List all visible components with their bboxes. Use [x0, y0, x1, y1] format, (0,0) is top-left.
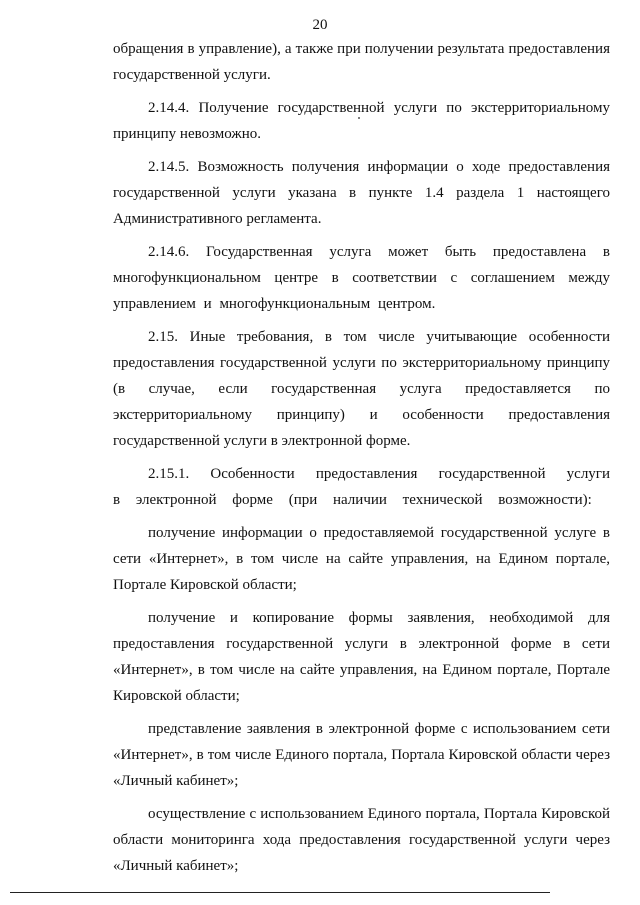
- paragraph-2-15: 2.15. Иные требования, в том числе учитывающие особенности предоставления государственной услуги по экстерриториальному принципу (в случае, если государственная услуга предоставляется по экстерриториальному принципу) и особенности предоставления государственной услуги в электронной форме.: [113, 329, 610, 449]
- page-number: 20: [312, 17, 328, 33]
- list-item-form-copy: получение и копирование формы заявления, необходимой для предоставления государственной услуги в электронной форме в сети «Интернет», в том числе на сайте управления, на Едином портале, Портале Кировской области;: [113, 610, 610, 704]
- paragraph-2-15-1: 2.15.1. Особенности предоставления государственной услуги в электронной форме (при наличии технической возможности):: [113, 466, 610, 508]
- paragraph-2-14-4: 2.14.4. Получение государственной услуги по экстерриториальному принципу невозможно.: [113, 100, 610, 142]
- list-item-submit-application: представление заявления в электронной форме с использованием сети «Интернет», в том числе Единого портала, Портала Кировской области через «Личный кабинет»;: [113, 721, 610, 789]
- list-item-info-online: получение информации о предоставляемой государственной услуге в сети «Интернет», в том числе на сайте управления, на Едином портале, Портале Кировской области;: [113, 525, 610, 593]
- bottom-rule: [10, 892, 550, 893]
- paragraph-2-14-6: 2.14.6. Государственная услуга может быть предоставлена в многофункциональном центре в соответствии с соглашением между управлением и многофункциональным центром.: [113, 244, 610, 312]
- paragraph-2-14-5: 2.14.5. Возможность получения информации о ходе предоставления государственной услуги указана в пункте 1.4 раздела 1 настоящего Административного регламента.: [113, 159, 610, 227]
- paragraph-continuation: обращения в управление), а также при получении результата предоставления государственной услуги.: [113, 41, 610, 83]
- document-body: [113, 36, 610, 886]
- list-item-monitoring: осуществление с использованием Единого портала, Портала Кировской области мониторинга хода предоставления государственной услуги через «Личный кабинет»;: [113, 806, 610, 874]
